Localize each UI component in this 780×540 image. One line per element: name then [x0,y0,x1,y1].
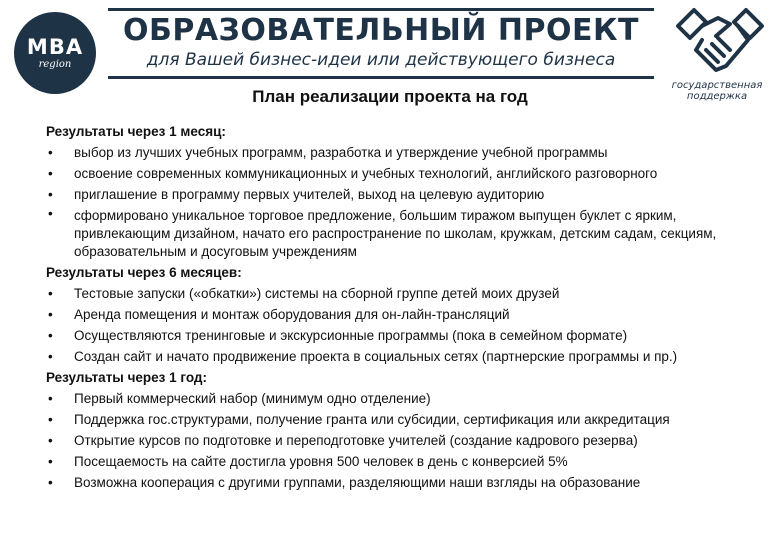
list-item-text: сформировано уникальное торговое предложение, большим тиражом выпущен буклет с ярким, привлекающим дизайном, начато его распространение по школам, кружкам, детским садам, секциям, образовательным и досуговым учреждениям [74,208,717,259]
bullet-icon: • [48,475,53,490]
header-rule-bottom [108,76,654,79]
results-list-1-month [46,142,766,262]
bullet-icon: • [48,187,53,202]
bullet-icon: • [48,391,53,406]
list-item-text: Открытие курсов по подготовке и переподготовке учителей (создание кадрового резерва) [74,433,638,448]
bullet-icon: • [48,166,53,181]
list-item [46,451,766,472]
bullet-icon: • [48,412,53,427]
gov-support-label: государственная поддержка [671,80,763,102]
project-subtitle: для Вашей бизнес-идеи или действующего бизнеса [146,50,616,70]
results-content [46,121,766,493]
bullet-icon: • [48,433,53,448]
list-item-text: Осуществляются тренинговые и экскурсионные программы (пока в семейном формате) [74,328,628,343]
list-item-text: выбор из лучших учебных программ, разработка и утверждение учебной программы [74,145,608,160]
bullet-icon: • [48,307,53,322]
list-item [46,304,766,325]
list-item [46,388,766,409]
list-item-text: Тестовые запуски («обкатки») системы на сборной группе детей моих друзей [74,286,560,301]
header-rule-top [108,8,654,11]
logo-sub-text: region [38,59,72,70]
bullet-icon: • [48,349,53,364]
list-item [46,205,766,262]
list-item [46,142,766,163]
list-item [46,409,766,430]
results-list-6-months [46,283,766,367]
list-item-text: освоение современных коммуникационных и учебных технологий, английского разговорного [74,166,658,181]
list-item [46,163,766,184]
bullet-icon: • [48,286,53,301]
bullet-icon: • [48,454,53,469]
section-heading-1-year: Результаты через 1 год: [46,370,207,385]
list-item [46,184,766,205]
list-item-text: приглашение в программу первых учителей, выход на целевую аудиторию [74,187,545,202]
list-item-text: Поддержка гос.структурами, получение гранта или субсидии, сертификация или аккредитация [74,412,670,427]
section-heading-1-month: Результаты через 1 месяц: [46,124,226,139]
plan-title: План реализации проекта на год [252,87,528,106]
project-title: ОБРАЗОВАТЕЛЬНЫЙ ПРОЕКТ [122,13,640,48]
list-item [46,325,766,346]
list-item-text: Создан сайт и начато продвижение проекта в социальных сетях (партнерские программы и пр.) [74,349,678,364]
list-item [46,472,766,493]
bullet-icon: • [48,145,53,160]
logo-main-text: MBA [26,35,84,59]
list-item-text: Возможна кооперация с другими группами, разделяющими наши взгляды на образование [74,475,641,490]
list-item [46,430,766,451]
list-item-text: Посещаемость на сайте достигла уровня 500 человек в день с конверсией 5% [74,454,568,469]
mba-region-logo [14,12,96,94]
list-item [46,346,766,367]
bullet-icon: • [48,328,53,343]
section-heading-6-months: Результаты через 6 месяцев: [46,265,242,280]
bullet-icon: • [48,206,53,221]
results-list-1-year [46,388,766,493]
list-item-text: Первый коммерческий набор (минимум одно отделение) [74,391,431,406]
list-item [46,283,766,304]
list-item-text: Аренда помещения и монтаж оборудования для он-лайн-трансляций [74,307,510,322]
handshake-icon [672,4,768,80]
